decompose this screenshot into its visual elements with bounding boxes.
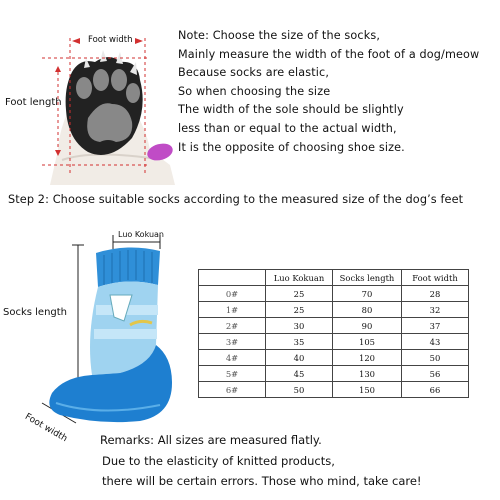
table-row: [199, 318, 469, 334]
table-cell: 30: [266, 318, 333, 334]
luo-kokuan-label: Luo Kokuan: [118, 230, 164, 239]
table-row: [199, 366, 469, 382]
size-cell: 2#: [199, 318, 266, 334]
table-cell: 105: [333, 334, 402, 350]
table-cell: 28: [402, 286, 469, 302]
table-header-row: [199, 270, 469, 286]
table-cell: 43: [402, 334, 469, 350]
header-cell: Socks length: [333, 270, 402, 286]
table-cell: 50: [266, 382, 333, 398]
table-cell: 150: [333, 382, 402, 398]
table-row: [199, 302, 469, 318]
size-cell: 0#: [199, 286, 266, 302]
note-line: Note: Choose the size of the socks,: [178, 29, 381, 42]
table-cell: 25: [266, 302, 333, 318]
foot-width-label: Foot width: [88, 35, 133, 45]
foot-length-label: Foot length: [5, 97, 62, 108]
table-cell: 35: [266, 334, 333, 350]
note-line: It is the opposite of choosing shoe size.: [178, 140, 405, 154]
size-cell: 6#: [199, 382, 266, 398]
remark-line: Remarks: All sizes are measured flatly.: [100, 433, 322, 447]
table-cell: 40: [266, 350, 333, 366]
header-cell: Foot width: [402, 270, 469, 286]
header-cell: [199, 270, 266, 286]
remark-line: there will be certain errors. Those who mind, take care!: [102, 474, 422, 488]
table-row: [199, 350, 469, 366]
paw-illustration: [0, 0, 175, 185]
size-cell: 4#: [199, 350, 266, 366]
table-row: [199, 334, 469, 350]
table-cell: 45: [266, 366, 333, 382]
header-cell: Luo Kokuan: [266, 270, 333, 286]
table-cell: 32: [402, 302, 469, 318]
table-cell: 66: [402, 382, 469, 398]
note-line: Mainly measure the width of the foot of a dog/meow: [178, 47, 480, 61]
table-cell: 130: [333, 366, 402, 382]
note-line: So when choosing the size: [178, 84, 331, 98]
sock-foot-width-label: Foot width: [23, 412, 69, 445]
sizing-note: [178, 27, 500, 157]
note-line: The width of the sole should be slightly: [178, 103, 404, 117]
table-cell: 70: [333, 286, 402, 302]
table-cell: 25: [266, 286, 333, 302]
table-row: [199, 286, 469, 302]
table-cell: 90: [333, 318, 402, 334]
table-cell: 80: [333, 302, 402, 318]
table-cell: 50: [402, 350, 469, 366]
remark-line: Due to the elasticity of knitted products,: [102, 453, 335, 468]
size-table: [198, 269, 469, 398]
size-cell: 5#: [199, 366, 266, 382]
size-cell: 3#: [199, 334, 266, 350]
size-cell: 1#: [199, 302, 266, 318]
table-cell: 56: [402, 366, 469, 382]
socks-length-label: Socks length: [3, 307, 68, 318]
note-line: Because socks are elastic,: [178, 66, 330, 80]
table-row: [199, 382, 469, 398]
remarks: [100, 430, 422, 492]
step-2-heading: Step 2: Choose suitable socks according to the measured size of the dog’s feet: [8, 193, 464, 206]
table-cell: 120: [333, 350, 402, 366]
table-cell: 37: [402, 318, 469, 334]
note-line: less than or equal to the actual width,: [178, 121, 397, 135]
